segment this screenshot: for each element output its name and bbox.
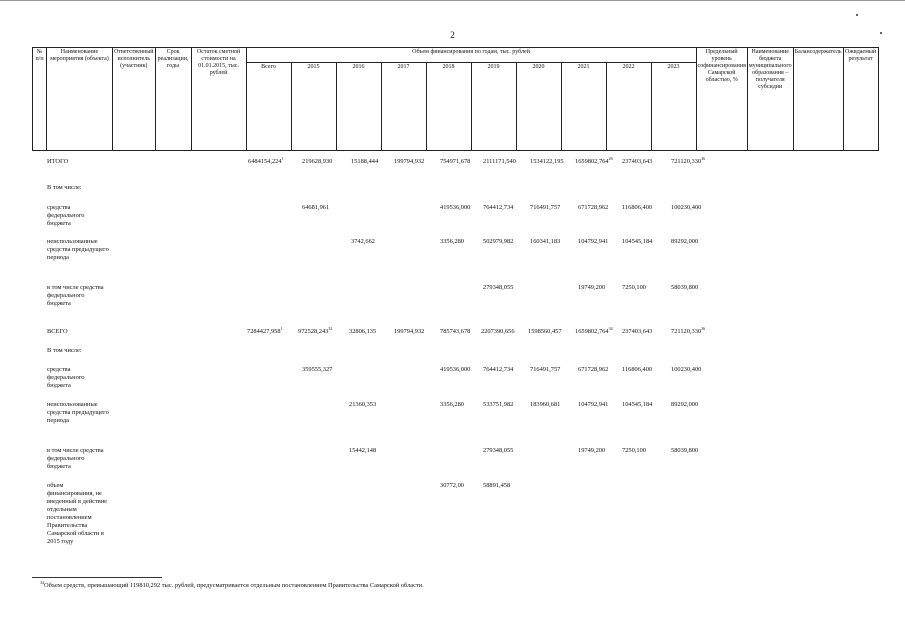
row-label: в том числе средства федерального бюджета [47, 284, 104, 307]
cell-2021: 1659802,764$^{34}$ [575, 325, 613, 335]
row-label: объем финансирования, не введенный в действие отдельным постановлением Правительства Самарской области в 2015 году [47, 482, 108, 545]
row-label: ИТОГО [47, 158, 69, 165]
cell-2018: 754971,678 [440, 158, 471, 165]
cell-2018: 785743,678 [440, 328, 471, 335]
cell-2023: 89292,000 [671, 238, 699, 245]
cell-2021: 19749,200 [578, 284, 606, 291]
cell-2016: 3742,662 [351, 238, 375, 245]
cell-2015: 972528,243$^{32}$ [298, 325, 333, 335]
header-num: № п/п [33, 48, 47, 151]
cell-2018: 30772,00 [440, 482, 464, 489]
cell-2016: 32806,135 [349, 328, 377, 335]
cell-2015: 219628,930 [302, 158, 333, 165]
cell-2023: 100230,400 [671, 204, 702, 211]
header-year: 2015 [291, 63, 336, 151]
footnote: $^{34}$Объем средств, превышающий 119810,292 тыс. рублей, предусматривается отдельным постановлением Правительства Самарской области. [40, 579, 424, 589]
cell-2020: 160341,183 [530, 238, 561, 245]
cell-2018: 419536,000 [440, 204, 471, 211]
row-total: 6484154,224$^1$ [248, 155, 284, 165]
cell-2021: 1659802,764$^{26}$ [575, 155, 613, 165]
cell-2020: 1534122,195 [530, 158, 564, 165]
header-volume: Объем финансирования по годам, тыс. рублей [246, 48, 696, 63]
cell-2021: 671728,962 [578, 366, 609, 373]
header-recipient: Наименование бюджета муниципального образования – получателя субсидии [747, 48, 793, 151]
cell-2019: 2207390,656 [481, 328, 515, 335]
cell-2023: 89292,000 [671, 401, 699, 408]
cell-2019: 279348,055 [483, 447, 514, 454]
header-term: Срок реализации, годы [155, 48, 191, 151]
header-year: 2019 [471, 63, 516, 151]
cell-2016: 15188,444 [351, 158, 379, 165]
scan-top-edge [0, 0, 905, 1]
cell-2020: 1598560,457 [528, 328, 562, 335]
cell-2019: 58891,458 [483, 482, 511, 489]
row-label: В том числе: [47, 347, 82, 354]
cell-2019: 764412,734 [483, 366, 514, 373]
cell-2022: 7250,100 [622, 284, 646, 291]
cell-2021: 104792,941 [578, 238, 609, 245]
row-label: средства федерального бюджета [47, 204, 85, 227]
cell-2021: 104792,941 [578, 401, 609, 408]
cell-2019: 533751,982 [483, 401, 514, 408]
row-label: в том числе средства федерального бюджета [47, 447, 104, 470]
row-label: неиспользованные средства предыдущего периода [47, 238, 109, 261]
table-header [32, 47, 879, 151]
cell-2021: 671728,962 [578, 204, 609, 211]
cell-2023: 58039,800 [671, 447, 699, 454]
cell-2022: 7250,100 [622, 447, 646, 454]
cell-2019: 502979,982 [483, 238, 514, 245]
cell-2023: 100230,400 [671, 366, 702, 373]
row-label: средства федерального бюджета [47, 366, 85, 389]
cell-2015: 359555,327 [302, 366, 333, 373]
cell-2023: 721120,330$^{36}$ [671, 325, 706, 335]
cell-2019: 279348,055 [483, 284, 514, 291]
cell-2020: 183960,681 [530, 401, 561, 408]
cell-2020: 716491,757 [530, 366, 561, 373]
cell-2022: 237403,643 [622, 158, 653, 165]
cell-2022: 104545,184 [622, 401, 653, 408]
cell-2020: 716491,757 [530, 204, 561, 211]
cell-2018: 3356,280 [440, 238, 464, 245]
header-year: 2021 [561, 63, 606, 151]
footnote-separator [32, 577, 162, 578]
row-label: ВСЕГО [47, 328, 68, 335]
header-remainder: Остаток сметной стоимости на 01.01.2015, тыс. рублей [191, 48, 246, 151]
header-year: 2016 [336, 63, 381, 151]
header-total: Всего [246, 63, 291, 151]
header-name: Наименование мероприятия (объекта) [47, 48, 113, 151]
cell-2017: 199794,932 [394, 158, 425, 165]
row-label: неиспользованные средства предыдущего периода [47, 401, 109, 424]
cell-2019: 764412,734 [483, 204, 514, 211]
cell-2021: 19749,200 [578, 447, 606, 454]
header-executor: Ответственный исполнитель (участник) [113, 48, 156, 151]
row-total: 7284427,958$^1$ [247, 325, 283, 335]
cell-2017: 199794,932 [394, 328, 425, 335]
cell-2023: 721120,330$^{36}$ [671, 155, 706, 165]
scan-speck [856, 14, 858, 16]
cell-2015: 64681,961 [302, 204, 330, 211]
header-result: Ожидаемый результат [843, 48, 878, 151]
header-holder: Балансодержатель [793, 48, 843, 151]
header-cofin: Предельный уровень софинансирования Самарской областью, % [696, 48, 747, 151]
header-year: 2023 [651, 63, 696, 151]
cell-2022: 237403,643 [622, 328, 653, 335]
header-year: 2018 [426, 63, 471, 151]
header-year: 2020 [516, 63, 561, 151]
cell-2016: 15442,148 [349, 447, 377, 454]
page-number: 2 [450, 30, 455, 40]
cell-2019: 2111171,540 [483, 158, 516, 165]
scan-speck [880, 32, 882, 34]
cell-2018: 419536,000 [440, 366, 471, 373]
header-year: 2017 [381, 63, 426, 151]
cell-2023: 58039,800 [671, 284, 699, 291]
row-label: В том числе: [47, 184, 82, 191]
cell-2022: 104545,184 [622, 238, 653, 245]
cell-2022: 116806,400 [622, 204, 653, 211]
header-year: 2022 [606, 63, 651, 151]
cell-2022: 116806,400 [622, 366, 653, 373]
cell-2016: 21360,353 [349, 401, 377, 408]
cell-2018: 3356,280 [440, 401, 464, 408]
